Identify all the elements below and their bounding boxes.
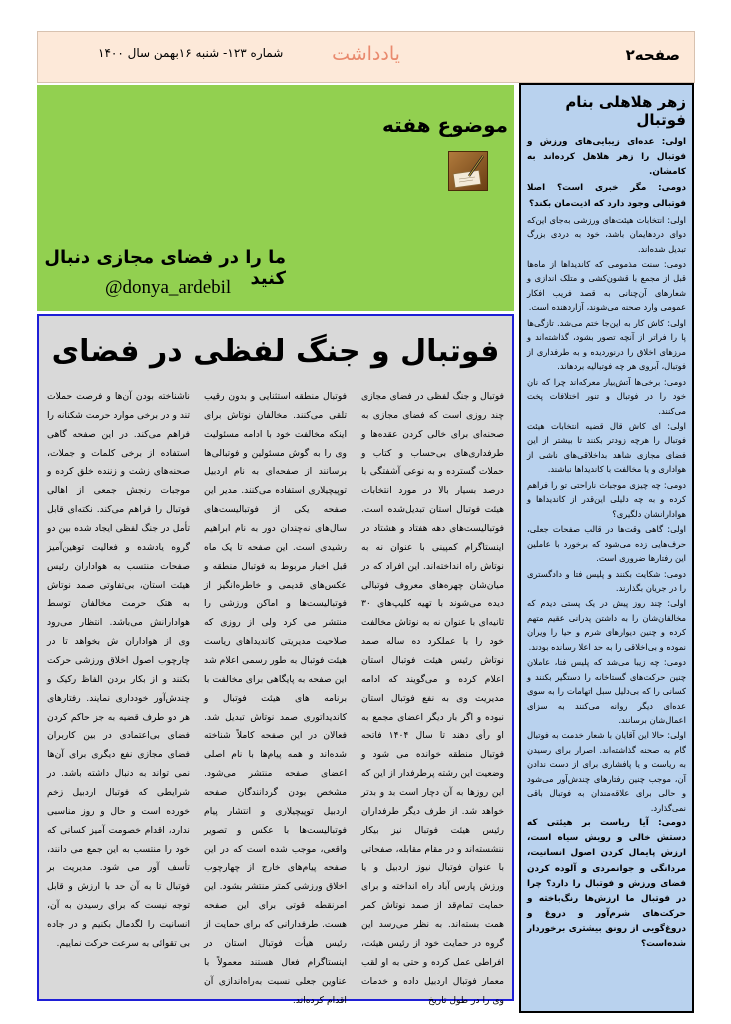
- sidebar-column: [519, 83, 694, 1013]
- main-article: [37, 314, 514, 1006]
- page-header: [37, 31, 695, 83]
- instagram-handle[interactable]: @donya_ardebil: [105, 277, 232, 298]
- pen-writing-icon: [448, 151, 488, 191]
- follow-us-text: ما را در فضای مجازی دنبال کنید: [44, 247, 286, 289]
- section-brand: یادداشت: [332, 43, 400, 65]
- issue-info: شماره ۱۲۳- شنبه ۱۶بهمن سال ۱۴۰۰: [98, 46, 284, 60]
- sidebar-paragraph: اولی: گاهی وقت‌ها در قالب صفحات جعلی، حرف‌هایی زده می‌شود که برخورد با عاملین این رفتارها ضروری است.: [527, 524, 686, 564]
- topic-box: [37, 85, 514, 311]
- topic-title: موضوع هفته: [382, 113, 508, 137]
- sidebar-paragraph: دومی: چه چیزی موجبات ناراحتی تو را فراهم کرده و به چه دلیلی این‌قدر از کاندیداها و هوادارانشان دلگیری؟: [527, 479, 686, 519]
- article-column-3: ناشناخته بودن آن‌ها و فرصت حملات تند و در برخی موارد حرمت شکنانه را فراهم می‌کند. در این صفحه گاهی استفاده از برخی کلمات و جملات، صحنه‌های زشت و زننده خلق کرده و موجبات رنجش جمعی از اهالی فوتبال را فراهم می‌کند. نکته‌ای قابل تأمل در جنگ لفظی ایجاد شده بین دو گروه یادشده و فعالیت توهین‌آمیز صفحات منتسب به هواداران رئیس هیئت استان، بی‌تفاوتی صمد نوتاش به هتک حرمت مخالفان توسط هوادارانش می‌باشد. انتظار می‌رود وی از هواداران ش بخواهد تا در چارچوب اصول اخلاق ورزشی حرکت بکنند و از بکار بردن الفاظ رکیک و چندش‌آور خودداری نمایند. رفتارهای هر دو طرف قضیه به جز حاکم کردن فضای بی‌اعتمادی در بین کاربران فضای مجازی نفع دیگری برای آن‌ها نمی تواند به دنبال داشته باشد. در شرایطی که فوتبال اردبیل زخم خورده است و حال و روز مناسبی ندارد، اقدام خصومت آمیز کسانی که خود را منتسب به این جمع می دانند، تأسف آور می شود. مدیریت بر فوتبال تا به آن حد با ارزش و قابل توجه نیست که برای رسیدن به آن، انسانیت را لگدمال بکنیم و در جاده بی تقوائی به سرعت حرکت نماییم.: [47, 391, 190, 949]
- sidebar-paragraph: اولی: چند روز پیش در یک پستی دیدم که مخالفان‌شان را به داشتن پدرانی عقیم متهم کرده و چنین دیوارهای شرم و حیا را ویران نموده و بی‌اخلاقی را به حد اعلا رسانده بودند.: [527, 598, 686, 652]
- sidebar-paragraph: دومی: مگر خبری است؟ اصلا فوتبالی وجود دارد که اذیت‌مان بکند؟: [527, 183, 686, 209]
- sidebar-dialogue: [527, 135, 686, 952]
- sidebar-paragraph: اولی: ای کاش قال قضیه انتخابات هیئت فوتبال را هرچه زودتر بکنند تا بیشتر از این فضای مجازی شاهد بداخلاقی‌های ناشی از هواداری و یا مخالفت با کاندیداها نباشند.: [527, 420, 686, 475]
- sidebar-paragraph: اولی: انتخابات هیئت‌های ورزشی به‌جای این‌که دوای دردهایمان باشد، خود به دردی بزرگ تبدیل شده‌اند.: [527, 214, 686, 254]
- sidebar-paragraph: دومی: برخی‌ها آتش‌بیار معرکه‌اند چرا که نان خود را در فوتبال و تنور اختلافات پخت می‌کنند.: [527, 376, 686, 416]
- article-headline: فوتبال و جنگ لفظی در فضای: [51, 334, 500, 369]
- article-column-1: فوتبال و جنگ لفظی در فضای مجازی چند روزی است که فضای مجازی به صحنه‌ای برای خالی کردن عقده‌ها و طرفداری‌های بی‌حساب و کتاب و حملات گسترده و به نوعی آشفتگی با درصد بسیار بالا در مورد انتخابات هیئت فوتبال استان تبدیل‌شده است. فوتبالیست‌های دهه هفتاد و هشتاد در اینستاگرام کمپینی با عنوان نه به نوتاش راه انداخته‌اند. این افراد که در میان‌شان چهره‌های معروف فوتبالی دیده می‌شوند با تهیه کلیپ‌های ۳۰ ثانیه‌ای با عنوان نه به نوتاش مخالفت خود را با عملکرد ده ساله صمد نوتاش رئیس هیئت فوتبال استان اعلام کرده و می‌گویند که ادامه مدیریت وی به نفع فوتبال استان نبوده و اگر بار دیگر اعضای مجمع به او رأی دهند تا سال ۱۴۰۴ فاتحه فوتبال منطقه خوانده می شود و وضعیت این رشته پرطرفدار از این که این روزها به آن دچار است بد و بدتر خواهد شد. از طرف دیگر طرفداران رئیس هیئت فوتبال نیز بیکار ننشسته‌اند و در مقام مقابله، صفحاتی با عنوان فوتبال نیوز اردبیل و یا ورزش پارس آباد راه انداخته و برای حمایت تمام‌قد از صمد نوتاش کمر همت بسته‌اند. به نظر می‌رسد این گروه در حمایت خود از رئیس هیئت، افراطی عمل کرده و حتی به او لقب معمار فوتبال اردبیل داده و خدمات وی را در طول تاریخ: [361, 391, 504, 1006]
- sidebar-paragraph: دومی: چه زیبا می‌شد که پلیس فتا، عاملان چنین حرکت‌های گستاخانه را دستگیر بکنند و کسانی را که بی‌دلیل سبل اتهامات را به سوی عده‌ای دیگر روانه می‌کنند به سزای اعمال‌شان برسانند.: [527, 657, 686, 726]
- sidebar-paragraph: دومی: آیا ریاست بر هیئتی که دستش خالی و رویش سیاه است، ارزش پایمال کردن اصول انسانیت، مردانگی و جوانمردی و آلوده کردن فضای ورزش و فوتبال را دارد؟ چرا در فوتبال ما ارزش‌ها رنگ‌باخته و حرکت‌های شرم‌آور و دروغ و دروغ‌گویی از رونق بیشتری برخوردار شده‌است؟: [527, 818, 686, 950]
- page-number: صفحه۲: [625, 46, 680, 64]
- article-columns: [47, 388, 504, 1006]
- sidebar-title: زهر هلاهلی بنام فوتبال: [565, 93, 686, 129]
- sidebar-paragraph: دومی: شکایت بکنند و پلیس فتا و دادگستری را در جریان بگذارند.: [527, 568, 686, 593]
- sidebar-paragraph: اولی: کاش کار به این‌جا ختم می‌شد. تازگی‌ها پا را فراتر از آنچه تصور بشود، گذاشته‌اند و مرزهای اخلاق را درنوردیده و به طرفداری از فوتبال، آبروی هر چه فوتبالیه بردهاند.: [527, 317, 686, 372]
- article-column-2: فوتبال منطقه استثنایی و بدون رقیب تلقی می‌کنند. مخالفان نوتاش برای اینکه مخالفت خود با ادامه مسئولیت وی را به گوش مسئولین و فوتبالی‌ها برسانند از صفحه‌ای به نام اردبیل توپیچیلاری استفاده می‌کنند. مدیر این صفحه یکی از فوتبالیست‌های سال‌های نه‌چندان دور به نام ابراهیم رشیدی است. این صفحه تا یک ماه قبل اخبار مربوط به فوتبال منطقه و عکس‌های قدیمی و خاطره‌انگیز از فوتبالیست‌ها و اماکن ورزشی را منتشر می کرد ولی از روزی که صلاحیت مدیریتی کاندیداهای ریاست هیئت فوتبال به طور رسمی اعلام شد این صفحه به پایگاهی برای مخالفت با برنامه های هیئت فوتبال و کاندیداتوری صمد نوتاش تبدیل شد. فعالان در این صفحه کاملاً شناخته شده‌اند و همه پیام‌ها با نام اصلی اعضای صفحه منتشر می‌شود. مشخص بودن گردانندگان صفحه اردبیل توپیچیلاری و انتشار پیام فوتبالیست‌ها با عکس و تصویر واقعی، موجب شده است که در این صفحه پیام‌های خارج از چهارچوب اخلاق ورزشی کمتر منتشر بشود. این امرنقطه قوتی برای این صفحه هست. طرفدارانی که برای حمایت از رئیس هیأت فوتبال استان در اینستاگرام فعال هستند معمولاً با عناوین جعلی نسبت به‌راه‌اندازی آن اقدام کرده‌اند.: [204, 391, 347, 1006]
- sidebar-paragraph: اولی: عده‌ای زیبایی‌های ورزش و فوتبال را زهر هلاهل کرده‌اند به کامشان.: [527, 137, 686, 178]
- sidebar-paragraph: دومی: سنت مذمومی که کاندیداها از ماه‌ها قبل از مجمع با قشون‌کشی و متلک اندازی و شعارهای آن‌چنانی به قصد فریب افکار عمومی وارد صحنه می‌شوند، آزاردهنده است.: [527, 258, 686, 313]
- sidebar-paragraph: اولی: حالا این آقایان با شعار خدمت به فوتبال گام به صحنه گذاشته‌اند. اصرار برای رسیدن به ریاست و یا پافشاری برای از دست ندادن آن، موجب چنین رفتارهای چندش‌آور می‌شود و حالی برای علاقه‌مندان به فوتبال باقی نمی‌گذارد.: [527, 730, 686, 813]
